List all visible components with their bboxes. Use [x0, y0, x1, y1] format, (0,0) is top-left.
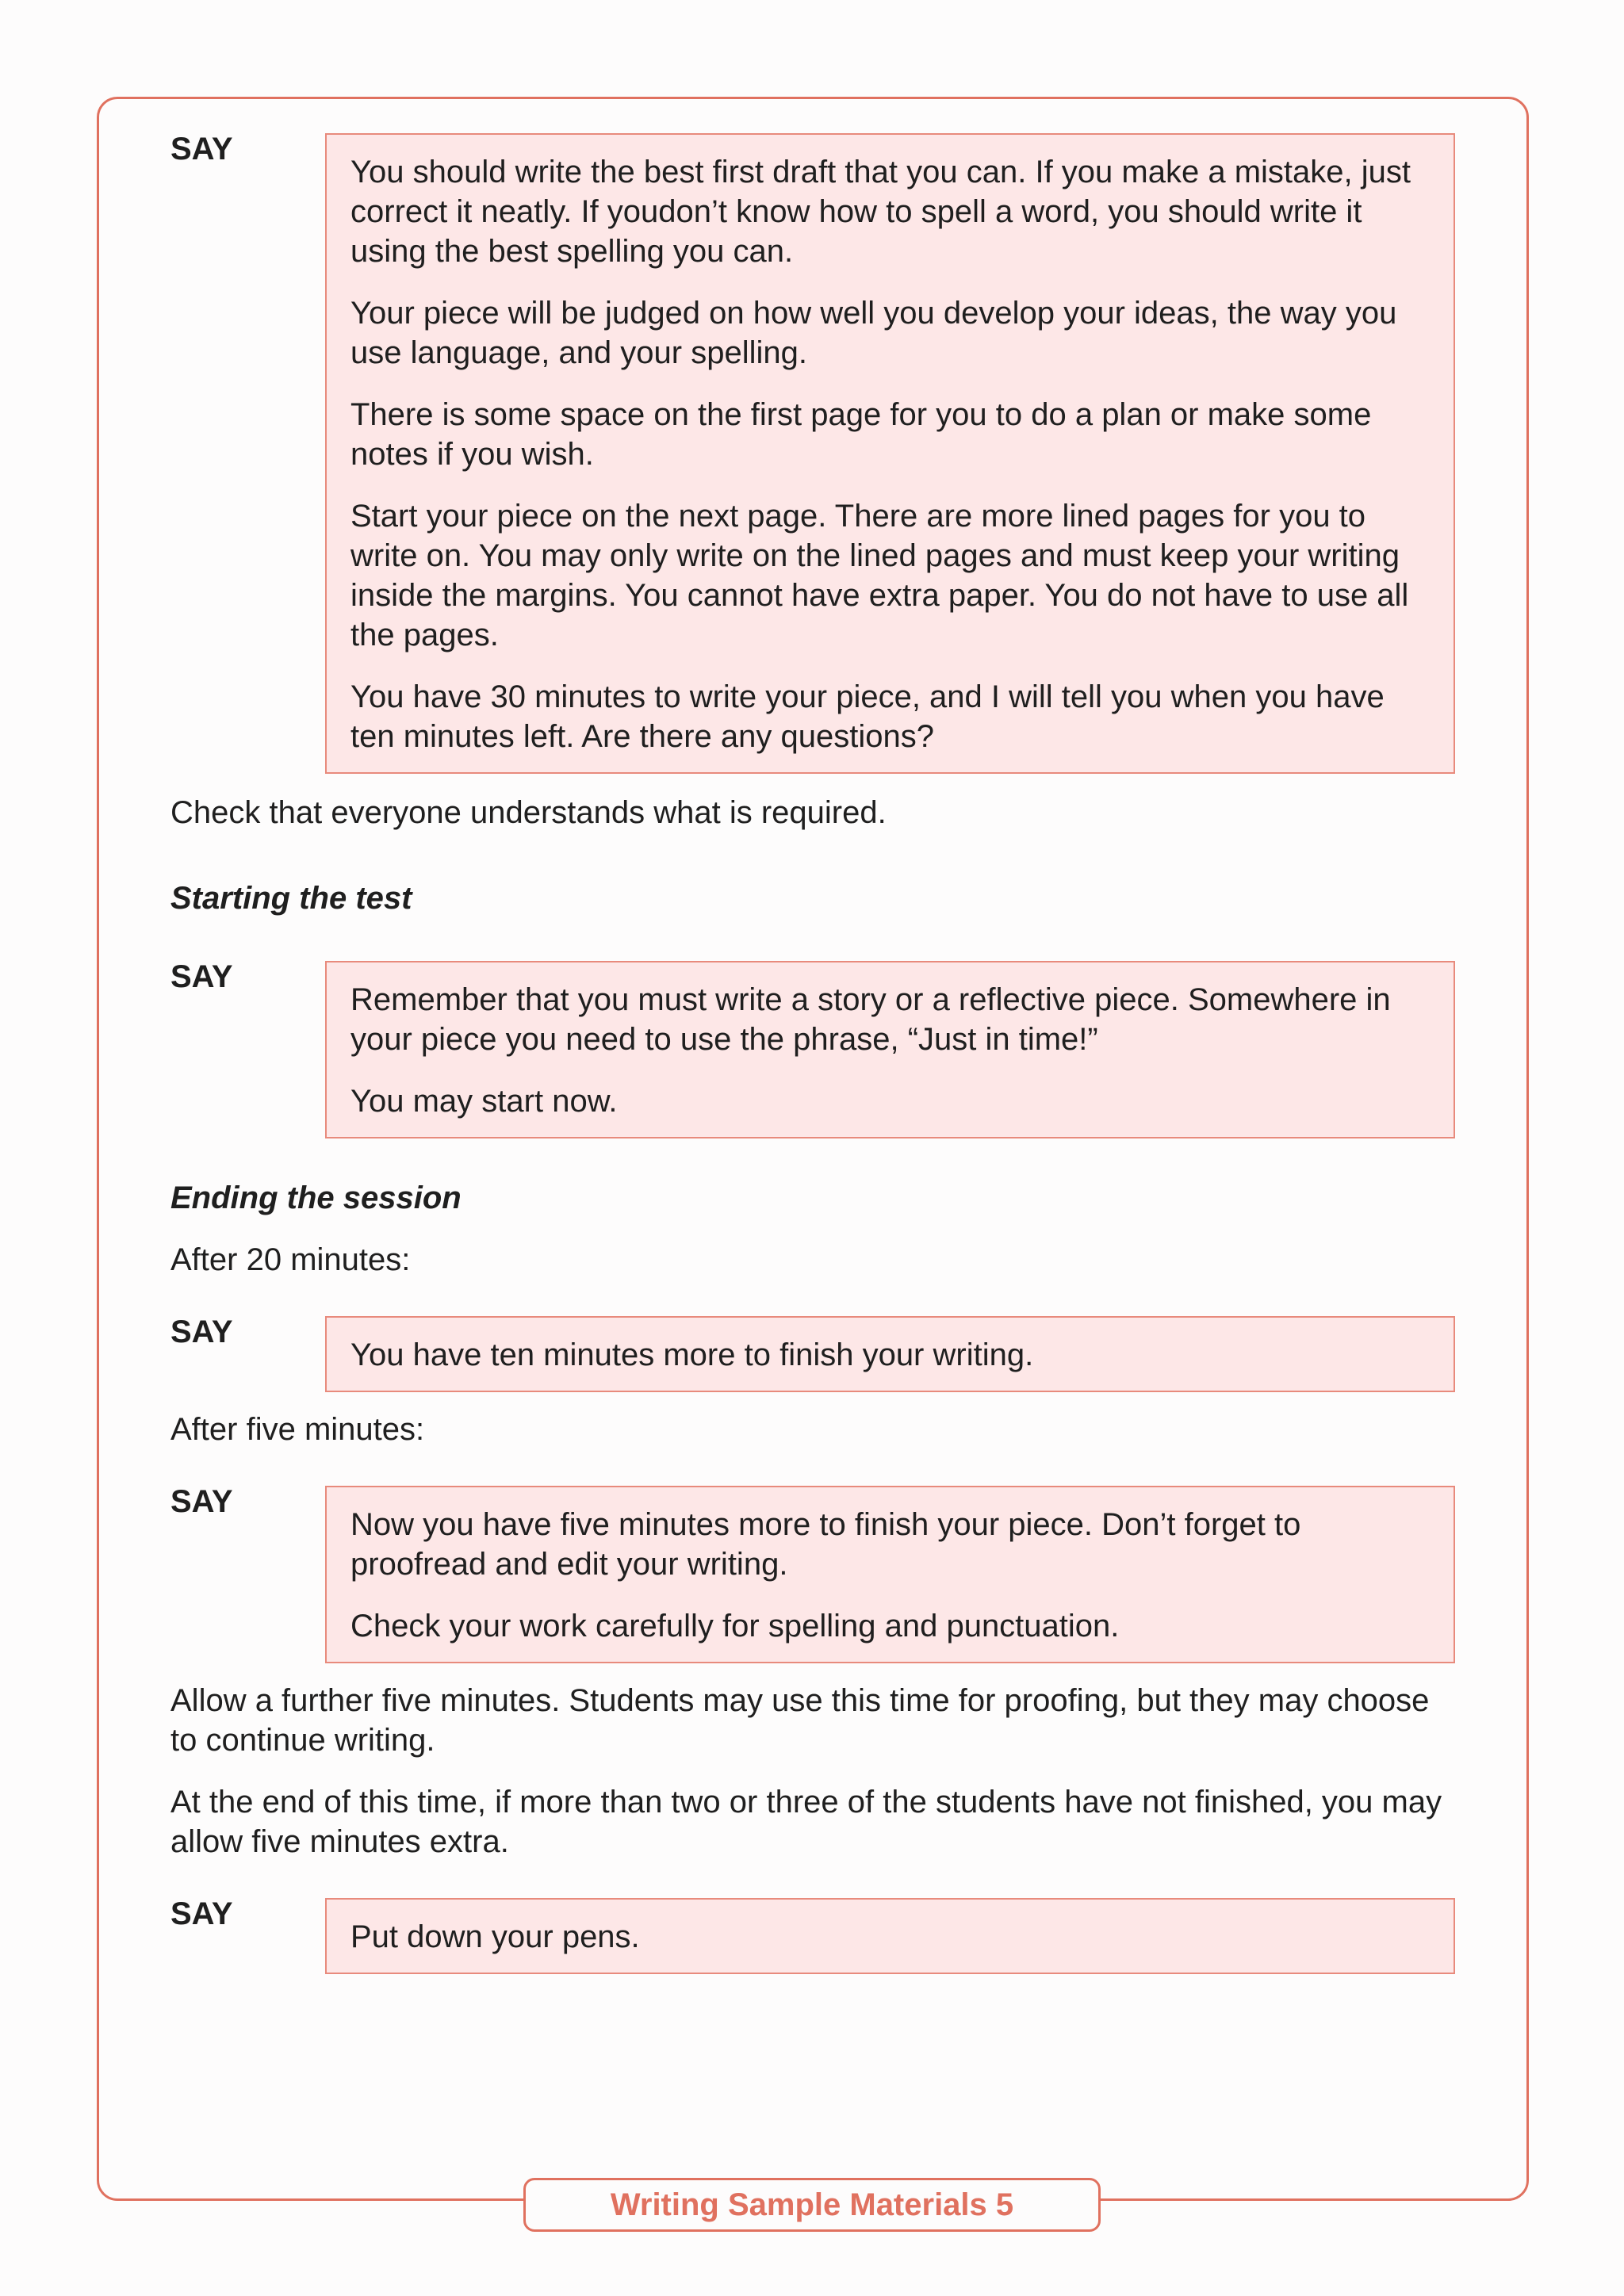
- after-20-minutes-text: After 20 minutes:: [170, 1242, 411, 1277]
- say-label: SAY: [170, 1484, 233, 1519]
- allow-further-time-text: Allow a further five minutes. Students may use this time for proofing, but they may choose to continue writing.: [170, 1683, 1430, 1758]
- say-section-five-minutes: [170, 1486, 1455, 1663]
- heading-starting-test: Starting the test: [170, 881, 412, 916]
- say-box-ten-minutes: [325, 1316, 1455, 1392]
- say-text: You should write the best first draft that you can. If you make a mistake, just correct it neatly. If youdon’t know how to spell a word, you should write it using the best spelling you can.: [350, 155, 1411, 269]
- say-text: Remember that you must write a story or a reflective piece. Somewhere in your piece you need to use the phrase, “Just in time!”: [350, 982, 1391, 1057]
- say-text: Now you have five minutes more to finish your piece. Don’t forget to proofread and edit your writing.: [350, 1507, 1301, 1582]
- say-text: Check your work carefully for spelling and punctuation.: [350, 1609, 1120, 1644]
- heading-ending-session: Ending the session: [170, 1181, 462, 1215]
- say-label: SAY: [170, 132, 233, 166]
- say-label: SAY: [170, 959, 233, 994]
- say-section-start: [170, 961, 1455, 1138]
- page-content: [170, 133, 1455, 1974]
- say-section-pens-down: [170, 1898, 1455, 1974]
- say-label: SAY: [170, 1314, 233, 1349]
- say-text: You have ten minutes more to finish your writing.: [350, 1337, 1034, 1372]
- check-understanding-text: Check that everyone understands what is required.: [170, 795, 887, 830]
- say-text: You may start now.: [350, 1084, 618, 1119]
- say-text: Start your piece on the next page. There are more lined pages for you to write on. You may only write on the lined pages and must keep your writing inside the margins. You cannot have extra paper. You do not have to use all the pages.: [350, 499, 1409, 652]
- say-text: You have 30 minutes to write your piece, and I will tell you when you have ten minutes left. Are there any questions?: [350, 679, 1385, 754]
- say-box-pens-down: [325, 1898, 1455, 1974]
- say-text: There is some space on the first page for you to do a plan or make some notes if you wish.: [350, 397, 1372, 472]
- end-of-time-text: At the end of this time, if more than two or three of the students have not finished, you may allow five minutes extra.: [170, 1785, 1442, 1859]
- say-box-start: [325, 961, 1455, 1138]
- say-section-ten-minutes: [170, 1316, 1455, 1392]
- after-five-minutes-text: After five minutes:: [170, 1412, 425, 1447]
- say-text: Your piece will be judged on how well you develop your ideas, the way you use language, and your spelling.: [350, 296, 1397, 370]
- say-text: Put down your pens.: [350, 1919, 640, 1954]
- say-section-instructions: [170, 133, 1455, 774]
- say-box-instructions: [325, 133, 1455, 774]
- say-label: SAY: [170, 1896, 233, 1931]
- say-box-five-minutes: [325, 1486, 1455, 1663]
- footer-page-label: Writing Sample Materials 5: [523, 2178, 1101, 2232]
